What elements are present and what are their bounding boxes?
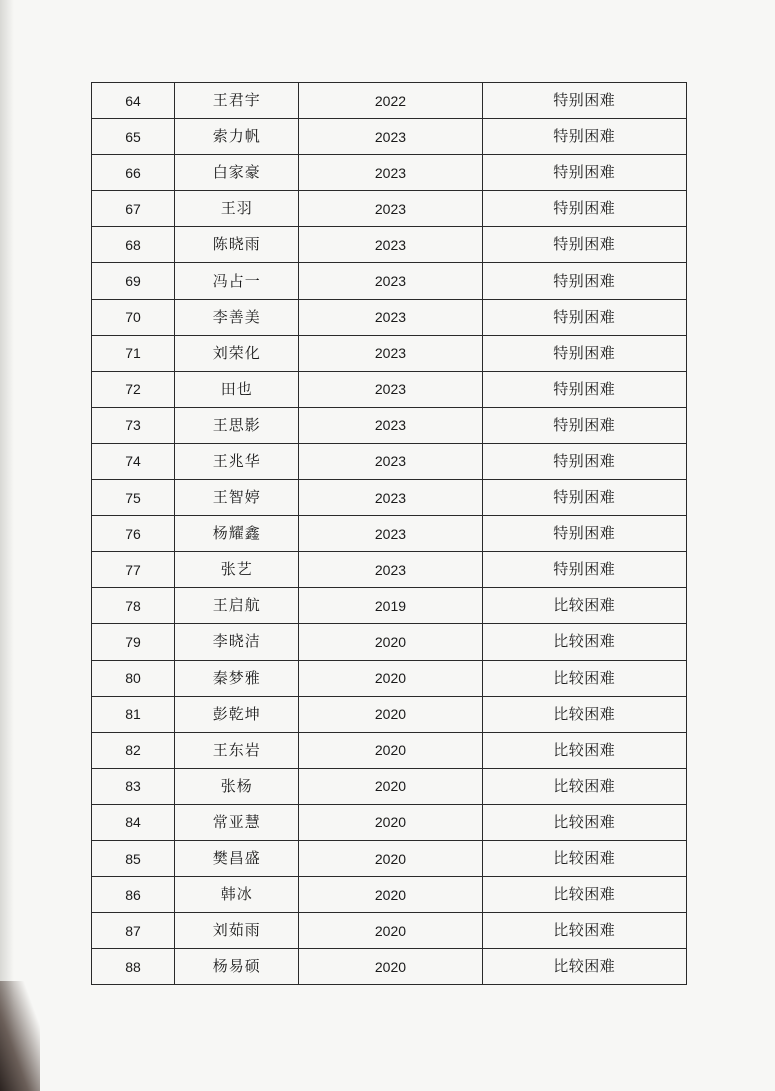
- difficulty-level-cell: 特别困难: [482, 227, 686, 263]
- table-row: [92, 877, 687, 913]
- student-name-cell: 田也: [175, 371, 299, 407]
- row-number-cell: 65: [92, 119, 175, 155]
- year-cell: 2023: [299, 155, 482, 191]
- year-cell: 2020: [299, 949, 482, 985]
- row-number-cell: 73: [92, 407, 175, 443]
- year-cell: 2023: [299, 516, 482, 552]
- row-number-cell: 86: [92, 877, 175, 913]
- year-cell: 2020: [299, 696, 482, 732]
- year-cell: 2023: [299, 263, 482, 299]
- row-number-cell: 82: [92, 732, 175, 768]
- student-name-cell: 李善美: [175, 299, 299, 335]
- student-name-cell: 韩冰: [175, 877, 299, 913]
- row-number-cell: 66: [92, 155, 175, 191]
- student-name-cell: 常亚慧: [175, 804, 299, 840]
- difficulty-level-cell: 比较困难: [482, 804, 686, 840]
- year-cell: 2023: [299, 227, 482, 263]
- table-row: [92, 588, 687, 624]
- row-number-cell: 85: [92, 840, 175, 876]
- table-row: [92, 299, 687, 335]
- student-name-cell: 杨耀鑫: [175, 516, 299, 552]
- student-name-cell: 王兆华: [175, 443, 299, 479]
- row-number-cell: 71: [92, 335, 175, 371]
- row-number-cell: 80: [92, 660, 175, 696]
- table-row: [92, 119, 687, 155]
- table-row: [92, 83, 687, 119]
- difficulty-level-cell: 特别困难: [482, 371, 686, 407]
- year-cell: 2020: [299, 732, 482, 768]
- difficulty-level-cell: 特别困难: [482, 407, 686, 443]
- year-cell: 2023: [299, 299, 482, 335]
- year-cell: 2023: [299, 407, 482, 443]
- student-name-cell: 刘荣化: [175, 335, 299, 371]
- table-row: [92, 732, 687, 768]
- year-cell: 2020: [299, 768, 482, 804]
- row-number-cell: 76: [92, 516, 175, 552]
- table-row: [92, 407, 687, 443]
- difficulty-level-cell: 特别困难: [482, 263, 686, 299]
- row-number-cell: 79: [92, 624, 175, 660]
- student-name-cell: 陈晓雨: [175, 227, 299, 263]
- table-row: [92, 660, 687, 696]
- row-number-cell: 72: [92, 371, 175, 407]
- row-number-cell: 77: [92, 552, 175, 588]
- year-cell: 2020: [299, 913, 482, 949]
- difficulty-level-cell: 比较困难: [482, 588, 686, 624]
- table-row: [92, 804, 687, 840]
- difficulty-level-cell: 比较困难: [482, 913, 686, 949]
- year-cell: 2019: [299, 588, 482, 624]
- row-number-cell: 68: [92, 227, 175, 263]
- table-row: [92, 624, 687, 660]
- row-number-cell: 67: [92, 191, 175, 227]
- student-name-cell: 樊昌盛: [175, 840, 299, 876]
- student-name-cell: 李晓洁: [175, 624, 299, 660]
- scan-edge-shadow: [0, 0, 14, 1091]
- difficulty-level-cell: 比较困难: [482, 877, 686, 913]
- year-cell: 2020: [299, 624, 482, 660]
- year-cell: 2023: [299, 335, 482, 371]
- row-number-cell: 74: [92, 443, 175, 479]
- table-row: [92, 840, 687, 876]
- row-number-cell: 84: [92, 804, 175, 840]
- table-row: [92, 335, 687, 371]
- student-name-cell: 张杨: [175, 768, 299, 804]
- difficulty-level-cell: 特别困难: [482, 299, 686, 335]
- row-number-cell: 87: [92, 913, 175, 949]
- table-row: [92, 552, 687, 588]
- table-row: [92, 949, 687, 985]
- student-name-cell: 白家豪: [175, 155, 299, 191]
- table-row: [92, 913, 687, 949]
- row-number-cell: 64: [92, 83, 175, 119]
- student-name-cell: 彭乾坤: [175, 696, 299, 732]
- table-row: [92, 263, 687, 299]
- row-number-cell: 69: [92, 263, 175, 299]
- student-name-cell: 王思影: [175, 407, 299, 443]
- row-number-cell: 70: [92, 299, 175, 335]
- difficulty-level-cell: 比较困难: [482, 696, 686, 732]
- year-cell: 2023: [299, 480, 482, 516]
- student-name-cell: 王东岩: [175, 732, 299, 768]
- year-cell: 2020: [299, 804, 482, 840]
- student-name-cell: 王启航: [175, 588, 299, 624]
- row-number-cell: 78: [92, 588, 175, 624]
- table-row: [92, 480, 687, 516]
- difficulty-level-cell: 比较困难: [482, 732, 686, 768]
- table-row: [92, 768, 687, 804]
- difficulty-level-cell: 比较困难: [482, 840, 686, 876]
- year-cell: 2023: [299, 191, 482, 227]
- year-cell: 2023: [299, 552, 482, 588]
- student-name-cell: 索力帆: [175, 119, 299, 155]
- difficulty-level-cell: 特别困难: [482, 552, 686, 588]
- difficulty-level-cell: 特别困难: [482, 443, 686, 479]
- table-body: [92, 83, 687, 985]
- table-row: [92, 371, 687, 407]
- difficulty-level-cell: 特别困难: [482, 480, 686, 516]
- year-cell: 2020: [299, 840, 482, 876]
- difficulty-level-cell: 比较困难: [482, 660, 686, 696]
- year-cell: 2020: [299, 877, 482, 913]
- difficulty-level-cell: 特别困难: [482, 335, 686, 371]
- table-row: [92, 227, 687, 263]
- student-name-cell: 秦梦雅: [175, 660, 299, 696]
- difficulty-level-cell: 比较困难: [482, 624, 686, 660]
- student-name-cell: 王智婷: [175, 480, 299, 516]
- student-name-cell: 王君宇: [175, 83, 299, 119]
- table-row: [92, 516, 687, 552]
- year-cell: 2020: [299, 660, 482, 696]
- difficulty-level-cell: 特别困难: [482, 155, 686, 191]
- difficulty-level-cell: 比较困难: [482, 768, 686, 804]
- year-cell: 2023: [299, 371, 482, 407]
- difficulty-level-cell: 特别困难: [482, 83, 686, 119]
- row-number-cell: 81: [92, 696, 175, 732]
- table-row: [92, 155, 687, 191]
- year-cell: 2022: [299, 83, 482, 119]
- table-row: [92, 191, 687, 227]
- student-name-cell: 王羽: [175, 191, 299, 227]
- row-number-cell: 75: [92, 480, 175, 516]
- student-list-table: [91, 82, 687, 985]
- row-number-cell: 88: [92, 949, 175, 985]
- year-cell: 2023: [299, 119, 482, 155]
- difficulty-level-cell: 比较困难: [482, 949, 686, 985]
- student-name-cell: 张艺: [175, 552, 299, 588]
- difficulty-level-cell: 特别困难: [482, 191, 686, 227]
- scan-corner-shadow: [0, 981, 40, 1091]
- row-number-cell: 83: [92, 768, 175, 804]
- student-name-cell: 刘茹雨: [175, 913, 299, 949]
- student-name-cell: 冯占一: [175, 263, 299, 299]
- difficulty-level-cell: 特别困难: [482, 119, 686, 155]
- table-row: [92, 443, 687, 479]
- difficulty-level-cell: 特别困难: [482, 516, 686, 552]
- student-name-cell: 杨易硕: [175, 949, 299, 985]
- year-cell: 2023: [299, 443, 482, 479]
- table-row: [92, 696, 687, 732]
